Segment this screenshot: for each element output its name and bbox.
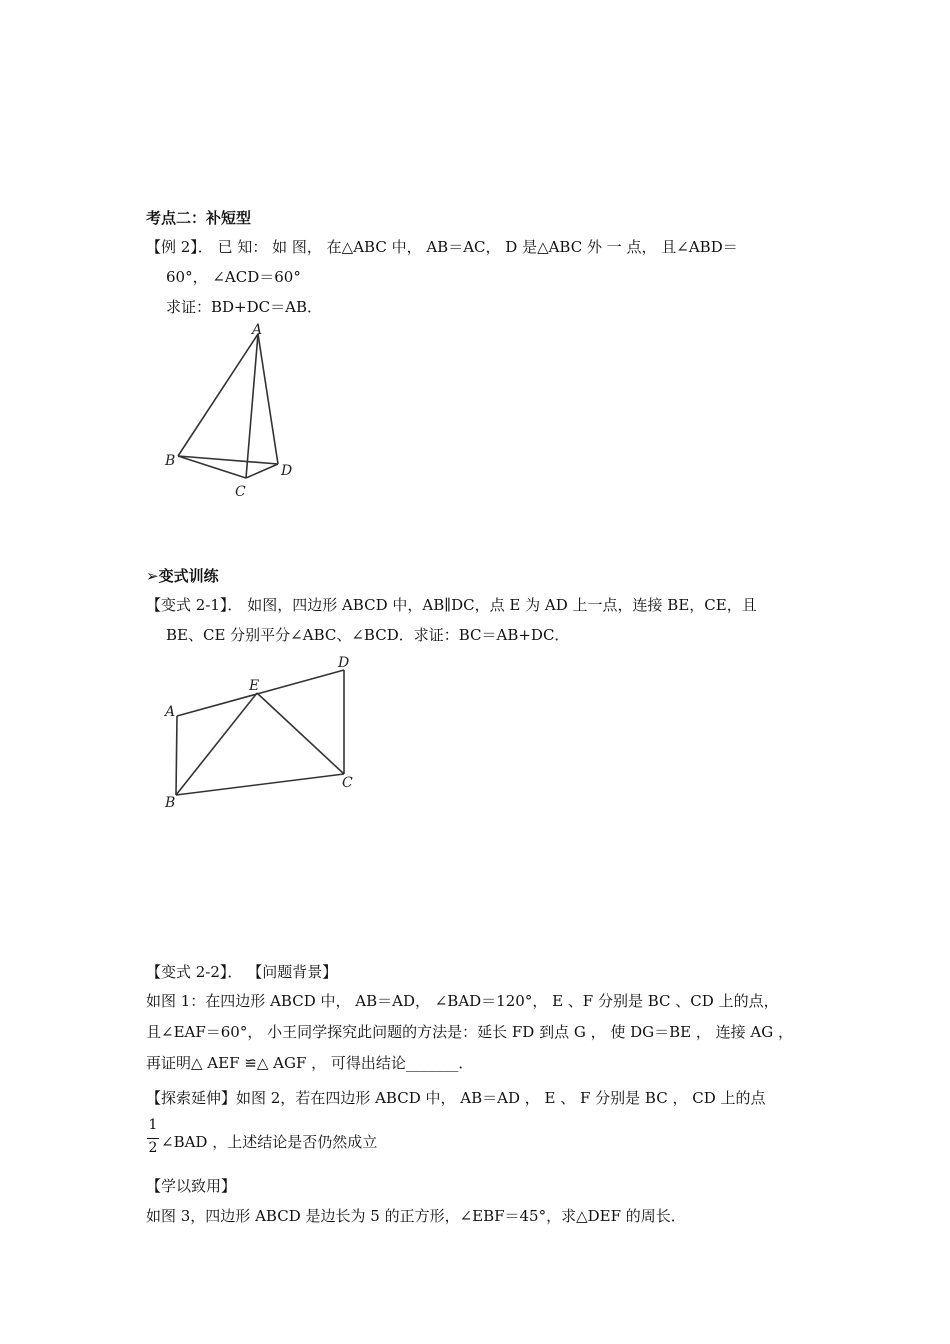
- variant22-para2: 且∠EAF＝60°， 小王同学探究此问题的方法是：延长 FD 到点 G ， 使 DG＝BE ， 连接 AG ，: [146, 1023, 794, 1041]
- example2-line1: 【例 2】． 已 知： 如 图， 在△ABC 中， AB＝AC， D 是△ABC 外 一 点， 且∠ABD＝: [146, 238, 738, 256]
- fraction-numerator: 1: [148, 1117, 158, 1133]
- point-label-a: A: [252, 322, 263, 338]
- point-label-d: D: [281, 463, 293, 479]
- fraction-denominator: 2: [148, 1140, 158, 1156]
- variant22-title: 【变式 2-2】． 【问题背景】: [146, 963, 338, 981]
- variant22-para6: 如图 3，四边形 ABCD 是边长为 5 的正方形，∠EBF＝45°，求△DEF 的周长．: [146, 1207, 686, 1225]
- point-label-c: C: [342, 775, 353, 791]
- variant22-para4: 【探索延伸】如图 2，若在四边形 ABCD 中， AB＝AD ， E 、 F 分别是 BC ， CD 上的点: [146, 1089, 766, 1107]
- variant21-line1: 【变式 2-1】． 如图，四边形 ABCD 中，AB∥DC，点 E 为 AD 上一点，连接 BE，CE，且: [146, 596, 757, 614]
- point-label-e: E: [249, 678, 260, 694]
- variant22-para3: 再证明△ AEF ≌△ AGF ， 可得出结论_______．: [146, 1054, 474, 1072]
- variant22-para1: 如图 1：在四边形 ABCD 中， AB＝AD， ∠BAD＝120°， E 、F 分别是 BC 、CD 上的点，: [146, 992, 779, 1010]
- example2-line3: 求证：BD+DC＝AB．: [166, 298, 322, 316]
- practice-heading: ➢变式训练: [146, 567, 219, 585]
- example2-figure: [160, 322, 310, 504]
- variant21-figure: [160, 650, 370, 812]
- point-label-a: A: [165, 704, 176, 720]
- section-heading: 考点二：补短型: [146, 209, 252, 227]
- fraction-bar: [147, 1138, 159, 1139]
- example2-line2: 60°， ∠ACD＝60°: [166, 268, 301, 286]
- point-label-b: B: [165, 453, 176, 469]
- point-label-b: B: [165, 795, 176, 811]
- variant22-para5: ∠BAD ，上述结论是否仍然成立: [161, 1133, 378, 1151]
- point-label-c: C: [235, 484, 246, 500]
- variant21-line2: BE、CE 分别平分∠ABC、∠BCD．求证：BC＝AB+DC．: [166, 626, 570, 644]
- apply-title: 【学以致用】: [146, 1177, 237, 1195]
- point-label-d: D: [338, 655, 350, 671]
